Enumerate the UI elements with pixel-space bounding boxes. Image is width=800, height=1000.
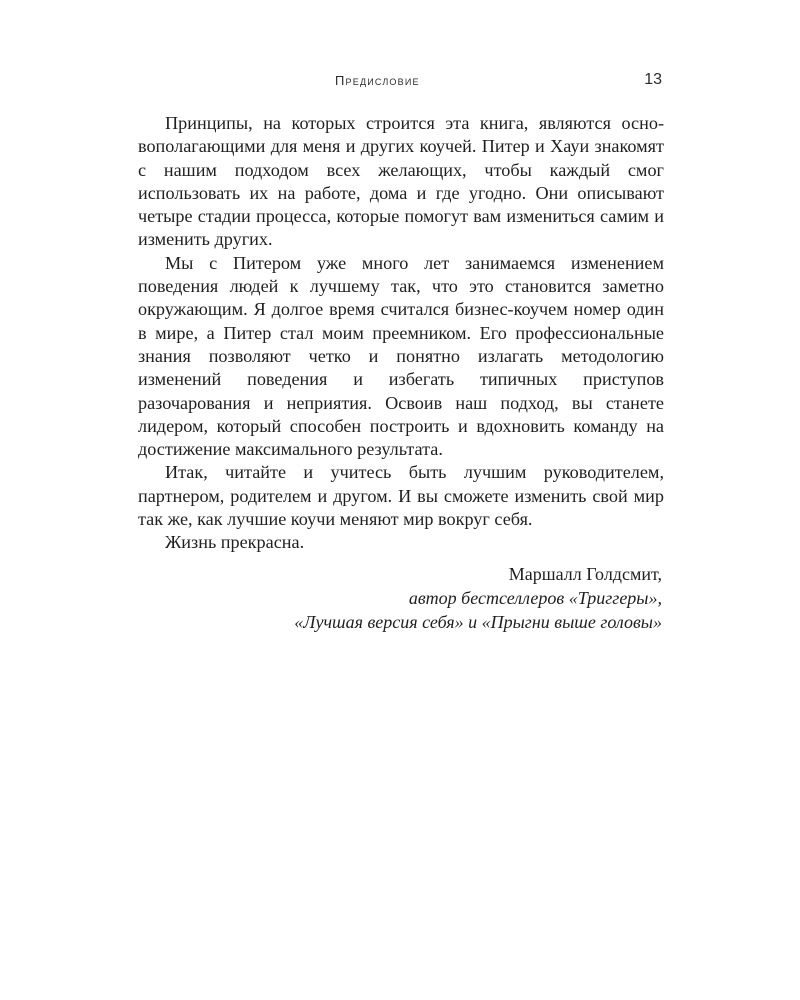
paragraph-2: Мы с Питером уже много лет занимаемся изменением поведения людей к лучшему так, что это становится заметно окружающим. Я долгое время считался бизнес-коучем номер один в мире, а Питер стал моим преемником. Его профессиональные знания позволяют четко и понятно излагать методологию изменений поведения и избегать типичных приступов разочарования и неприятия. Освоив наш подход, вы станете лидером, который способен построить и вдохновить команду на достижение максимального результата. [138,252,664,460]
author-credit-line-1: автор бестселлеров «Триггеры», [408,588,662,608]
paragraph-3: Итак, читайте и учитесь быть лучшим руководителем, партнером, родителем и другом. И вы сможете изменить свой мир так же, как лучшие коучи меняют мир вокруг себя. [138,462,664,530]
foreword-text [138,112,664,555]
author-name: Маршалл Голдсмит, [508,564,662,584]
page-number: 13 [644,71,662,88]
running-head-title: Предисловие [335,73,420,88]
author-signature [136,562,662,634]
paragraph-4: Жизнь прекрасна. [165,532,305,553]
paragraph-1: Принципы, на которых строится эта книга, являются основополагающими для меня и других коучей. Питер и Хауи знакомят с нашим подходом всех желающих, чтобы каждый смог использовать их на работе, дома и где угодно. Они описывают четыре стадии процесса, которые помогут вам измениться самим и изменить других. [138,113,664,250]
author-credit-line-2: «Лучшая версия себя» и «Прыгни выше головы» [294,612,662,632]
